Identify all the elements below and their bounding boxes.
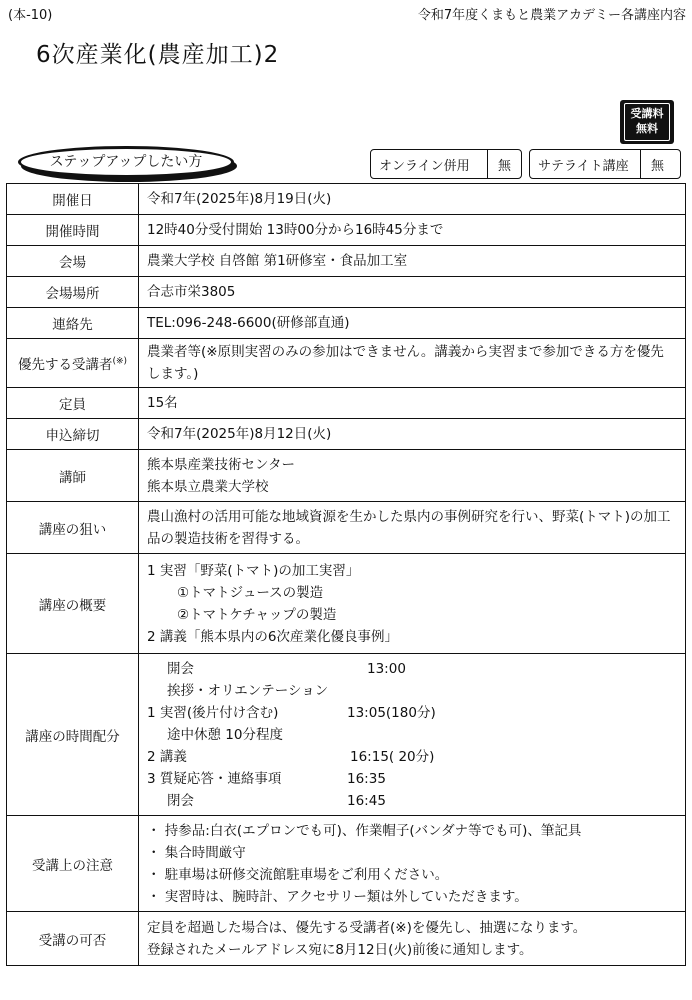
row-value-contact: TEL:096-248-6600(研修部直通)	[139, 308, 686, 339]
row-value-deadline: 令和7年(2025年)8月12日(火)	[139, 419, 686, 450]
schedule-time	[427, 724, 567, 746]
table-row	[7, 450, 686, 502]
table-row	[7, 308, 686, 339]
row-key-capacity: 定員	[7, 388, 139, 419]
row-value-venue: 農業大学校 自啓館 第1研修室・食品加工室	[139, 246, 686, 277]
row-value-outline	[139, 554, 686, 654]
schedule-time: 13:00	[367, 660, 406, 677]
row-key-deadline: 申込締切	[7, 419, 139, 450]
table-row	[7, 816, 686, 912]
online-option-label: オンライン併用	[371, 150, 488, 178]
satellite-option-box	[529, 149, 681, 179]
row-key-outline: 講座の概要	[7, 554, 139, 654]
row-value-notes	[139, 816, 686, 912]
outline-line: ①トマトジュースの製造	[177, 584, 324, 601]
target-audience-label: ステップアップしたい方	[18, 146, 234, 178]
table-row	[7, 277, 686, 308]
online-option-box	[370, 149, 522, 179]
outline-line: 1 実習「野菜(トマト)の加工実習」	[147, 562, 360, 579]
row-key-address: 会場場所	[7, 277, 139, 308]
fee-badge-line-1: 受講料	[630, 107, 664, 120]
schedule-label: 2 講義	[147, 748, 187, 765]
table-row	[7, 912, 686, 966]
table-row	[7, 502, 686, 554]
schedule-time: 16:45	[347, 792, 386, 809]
row-key-priority	[7, 339, 139, 388]
schedule-item	[147, 702, 677, 724]
table-row	[7, 184, 686, 215]
lecturer-line: 熊本県立農業大学校	[147, 478, 269, 495]
schedule-label: 3 質疑応答・連絡事項	[147, 770, 282, 787]
table-row	[7, 215, 686, 246]
row-key-contact: 連絡先	[7, 308, 139, 339]
online-option-value: 無	[497, 158, 511, 174]
row-value-priority: 農業者等(※原則実習のみの参加はできません。講義から実習まで参加できる方を優先します。)	[139, 339, 686, 388]
row-value-lecturer	[139, 450, 686, 502]
schedule-time: 16:35	[347, 770, 386, 787]
schedule-item	[147, 680, 677, 702]
table-row	[7, 388, 686, 419]
acceptance-line: 登録されたメールアドレス宛に8月12日(火)前後に通知します。	[147, 941, 533, 958]
row-value-schedule	[139, 654, 686, 816]
lecturer-line: 熊本県産業技術センター	[147, 456, 295, 473]
table-row	[7, 246, 686, 277]
note-line: ・ 駐車場は研修交流館駐車場をご利用ください。	[147, 866, 449, 883]
schedule-label: 1 実習(後片付け含む)	[147, 704, 279, 721]
schedule-item	[147, 768, 677, 790]
page-code: (本-10)	[8, 8, 53, 23]
schedule-label: 閉会	[167, 792, 194, 809]
note-line: ・ 実習時は、腕時計、アクセサリー類は外していただきます。	[147, 888, 528, 905]
row-value-time: 12時40分受付開始 13時00分から16時45分まで	[139, 215, 686, 246]
row-key-lecturer: 講師	[7, 450, 139, 502]
row-value-acceptance	[139, 912, 686, 966]
satellite-option-value: 無	[651, 158, 665, 174]
page-title: 6次産業化(農産加工)2	[36, 42, 280, 68]
priority-key-text: 優先する受講者	[17, 357, 113, 373]
fee-badge-line-2: 無料	[636, 122, 658, 135]
row-key-venue: 会場	[7, 246, 139, 277]
priority-key-note: (※)	[112, 356, 128, 367]
row-key-schedule: 講座の時間配分	[7, 654, 139, 816]
free-fee-badge	[620, 100, 674, 144]
schedule-item	[147, 790, 677, 812]
satellite-option-label: サテライト講座	[530, 150, 641, 178]
outline-line: ②トマトケチャップの製造	[177, 606, 337, 623]
table-row	[7, 339, 686, 388]
row-value-address: 合志市栄3805	[139, 277, 686, 308]
table-row	[7, 554, 686, 654]
course-info-table	[6, 183, 686, 966]
series-title: 令和7年度くまもと農業アカデミー各講座内容	[417, 8, 686, 23]
row-key-aim: 講座の狙い	[7, 502, 139, 554]
row-value-aim: 農山漁村の活用可能な地域資源を生かした県内の事例研究を行い、野菜(トマト)の加工品の製造技術を習得する。	[139, 502, 686, 554]
row-key-notes: 受講上の注意	[7, 816, 139, 912]
acceptance-line: 定員を超過した場合は、優先する受講者(※)を優先し、抽選になります。	[147, 919, 587, 936]
row-value-capacity: 15名	[139, 388, 686, 419]
outline-line: 2 講義「熊本県内の6次産業化優良事例」	[147, 628, 398, 645]
table-row	[7, 419, 686, 450]
row-value-date: 令和7年(2025年)8月19日(火)	[139, 184, 686, 215]
row-key-time: 開催時間	[7, 215, 139, 246]
row-key-date: 開催日	[7, 184, 139, 215]
note-line: ・ 持参品:白衣(エプロンでも可)、作業帽子(バンダナ等でも可)、筆記具	[147, 822, 582, 839]
schedule-label: 挨拶・オリエンテーション	[167, 682, 329, 699]
row-key-acceptance: 受講の可否	[7, 912, 139, 966]
table-row	[7, 654, 686, 816]
schedule-time: 13:05(180分)	[347, 704, 436, 721]
schedule-time	[427, 680, 567, 702]
schedule-item	[147, 724, 677, 746]
schedule-label: 途中休憩 10分程度	[167, 726, 283, 743]
note-line: ・ 集合時間厳守	[147, 844, 246, 861]
schedule-time: 16:15( 20分)	[350, 748, 435, 765]
schedule-item	[147, 658, 677, 680]
schedule-label: 開会	[167, 660, 194, 677]
schedule-item	[147, 746, 677, 768]
